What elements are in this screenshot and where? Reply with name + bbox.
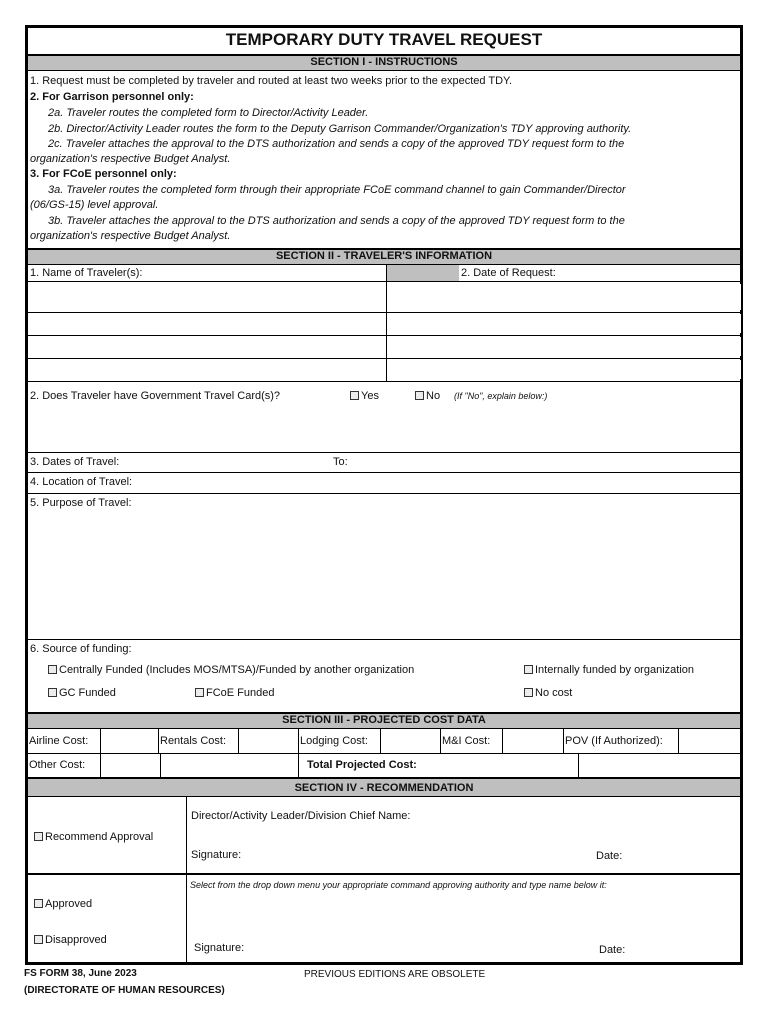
dates-to-label: To: xyxy=(333,456,348,468)
traveler-name-field-4[interactable] xyxy=(30,360,383,379)
instruction-3b: 3b. Traveler attaches the approval to the DTS authorization and sends a copy of the approved TDY request form to the xyxy=(48,215,625,227)
mi-cost-field[interactable] xyxy=(504,731,561,751)
traveler-name-field-1[interactable] xyxy=(30,284,383,310)
signature-label-1: Signature: xyxy=(191,849,242,861)
request-date-field-3[interactable] xyxy=(389,337,741,356)
pov-cost-label: POV (If Authorized): xyxy=(565,735,663,747)
checkbox-icon xyxy=(195,688,204,697)
section-2-header: SECTION II - TRAVELER'S INFORMATION xyxy=(28,248,740,265)
instruction-3b-cont: organization's respective Budget Analyst. xyxy=(30,230,231,242)
date-label-1: Date: xyxy=(596,850,623,862)
date-label-2: Date: xyxy=(599,944,626,956)
disapproved-checkbox[interactable]: Disapproved xyxy=(34,934,107,946)
checkbox-icon xyxy=(350,391,359,400)
fund-none-checkbox[interactable]: No cost xyxy=(524,687,572,699)
obsolete-note: PREVIOUS EDITIONS ARE OBSOLETE xyxy=(304,969,486,980)
dates-of-travel-label: 3. Dates of Travel: xyxy=(30,456,120,468)
form-id: FS FORM 38, June 2023 xyxy=(24,968,137,979)
form-title: TEMPORARY DUTY TRAVEL REQUEST xyxy=(225,30,543,49)
checkbox-icon xyxy=(34,935,43,944)
request-date-field-2[interactable] xyxy=(389,314,741,333)
request-date-field-4[interactable] xyxy=(389,360,741,379)
checkbox-icon xyxy=(34,832,43,841)
signature-label-2: Signature: xyxy=(194,942,245,954)
instruction-2c-cont: organization's respective Budget Analyst. xyxy=(30,153,231,165)
traveler-name-field-3[interactable] xyxy=(30,337,383,356)
gtc-yes-checkbox[interactable]: Yes xyxy=(350,390,379,402)
fund-central-checkbox[interactable]: Centrally Funded (Includes MOS/MTSA)/Funded by another organization xyxy=(48,664,414,676)
travel-request-form xyxy=(25,25,743,965)
traveler-name-label: 1. Name of Traveler(s): xyxy=(30,267,143,279)
checkbox-icon xyxy=(524,665,533,674)
shaded-cell xyxy=(386,265,459,281)
instruction-2: 2. For Garrison personnel only: xyxy=(30,91,194,103)
checkbox-icon xyxy=(34,899,43,908)
checkbox-icon xyxy=(415,391,424,400)
directorate: (DIRECTORATE OF HUMAN RESOURCES) xyxy=(24,985,225,996)
director-name-label: Director/Activity Leader/Division Chief Name: xyxy=(191,810,411,822)
checkbox-icon xyxy=(524,688,533,697)
airline-cost-field[interactable] xyxy=(102,731,156,751)
airline-cost-label: Airline Cost: xyxy=(29,735,89,747)
lodging-cost-field[interactable] xyxy=(382,731,438,751)
checkbox-icon xyxy=(48,688,57,697)
request-date-field-1[interactable] xyxy=(389,284,741,310)
section-3-header: SECTION III - PROJECTED COST DATA xyxy=(28,712,740,729)
instruction-2c: 2c. Traveler attaches the approval to the DTS authorization and sends a copy of the approved TDY request form to the xyxy=(48,138,625,150)
mi-cost-label: M&I Cost: xyxy=(442,735,491,747)
gtc-no-note: (If "No", explain below:) xyxy=(454,391,548,401)
fund-fcoe-checkbox[interactable]: FCoE Funded xyxy=(195,687,274,699)
request-date-label: 2. Date of Request: xyxy=(461,267,556,279)
instruction-1: 1. Request must be completed by traveler and routed at least two weeks prior to the expected TDY. xyxy=(30,75,513,87)
instruction-3a-cont: (06/GS-15) level approval. xyxy=(30,199,159,211)
instruction-3: 3. For FCoE personnel only: xyxy=(30,168,177,180)
approving-authority-note: Select from the drop down menu your appropriate command approving authority and type name below it: xyxy=(190,880,607,890)
traveler-name-field-2[interactable] xyxy=(30,314,383,333)
instruction-3a: 3a. Traveler routes the completed form through their appropriate FCoE command channel to gain Commander/Director xyxy=(48,184,626,196)
gtc-question: 2. Does Traveler have Government Travel Card(s)? xyxy=(30,390,281,402)
instruction-2b: 2b. Director/Activity Leader routes the form to the Deputy Garrison Commander/Organization's TDY approving authority. xyxy=(48,123,632,135)
approving-authority-dropdown[interactable] xyxy=(190,894,740,934)
pov-cost-field[interactable] xyxy=(680,731,740,751)
section-1-header: SECTION I - INSTRUCTIONS xyxy=(28,54,740,71)
rentals-cost-label: Rentals Cost: xyxy=(160,735,227,747)
other-cost-label: Other Cost: xyxy=(29,759,86,771)
gtc-no-checkbox[interactable]: No xyxy=(415,390,440,402)
total-cost-field[interactable] xyxy=(580,755,740,775)
recommend-approval-checkbox[interactable]: Recommend Approval xyxy=(34,831,153,843)
approved-checkbox[interactable]: Approved xyxy=(34,898,92,910)
instruction-2a: 2a. Traveler routes the completed form to Director/Activity Leader. xyxy=(48,107,369,119)
checkbox-icon xyxy=(48,665,57,674)
fund-internal-checkbox[interactable]: Internally funded by organization xyxy=(524,664,694,676)
lodging-cost-label: Lodging Cost: xyxy=(300,735,368,747)
purpose-field[interactable] xyxy=(30,513,740,637)
location-label: 4. Location of Travel: xyxy=(30,476,133,488)
other-cost-field[interactable] xyxy=(102,755,158,775)
funding-label: 6. Source of funding: xyxy=(30,643,132,655)
purpose-label: 5. Purpose of Travel: xyxy=(30,497,132,509)
rentals-cost-field[interactable] xyxy=(240,731,296,751)
gtc-explain-field[interactable] xyxy=(30,406,740,450)
total-cost-label: Total Projected Cost: xyxy=(307,759,417,771)
fund-gc-checkbox[interactable]: GC Funded xyxy=(48,687,116,699)
section-4-header: SECTION IV - RECOMMENDATION xyxy=(28,777,740,797)
